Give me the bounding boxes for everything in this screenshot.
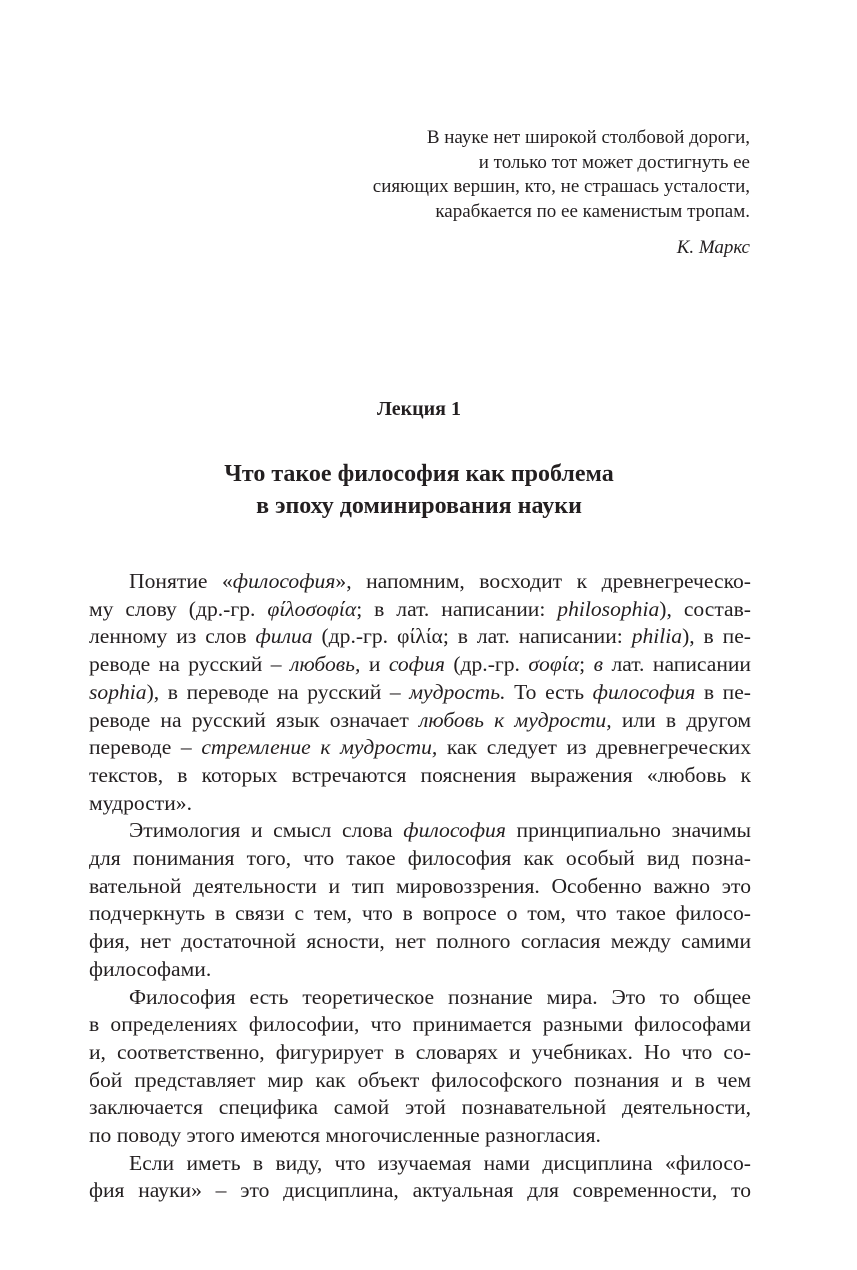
italic-term: philia — [631, 624, 683, 649]
text-line — [89, 762, 751, 790]
italic-term: мудрость. — [409, 679, 506, 704]
paragraph — [89, 984, 751, 1150]
text-line — [89, 707, 751, 735]
italic-term: философия — [403, 818, 506, 843]
text-segment: бой представляет мир как объект философского познания и в чем — [89, 1067, 751, 1092]
text-line — [89, 790, 751, 818]
text-segment: философами. — [89, 956, 212, 981]
text-segment: реводе на русский – — [89, 652, 291, 677]
epigraph — [373, 126, 750, 261]
italic-term: философия — [232, 569, 336, 593]
text-segment: ; — [579, 652, 594, 677]
text-line — [89, 1011, 751, 1039]
text-segment: и, соответственно, фигурирует в словарях и учебниках. Но что со- — [89, 1039, 751, 1064]
text-line — [89, 928, 751, 956]
lecture-label: Лекция 1 — [376, 398, 462, 420]
text-segment: в пе- — [695, 679, 751, 704]
text-segment: Этимология и смысл слова — [129, 818, 404, 843]
text-line — [89, 1039, 751, 1067]
text-segment: реводе на русский язык означает — [89, 707, 419, 732]
text-segment: То есть — [505, 679, 593, 704]
italic-term: любовь, — [290, 652, 361, 677]
text-line — [89, 900, 751, 928]
text-segment: или в другом — [611, 707, 751, 732]
text-line — [89, 1067, 751, 1095]
text-segment: (др.-гр. — [444, 652, 529, 677]
italic-term: философия — [592, 679, 696, 704]
italic-term: любовь к мудрости, — [418, 707, 612, 732]
epigraph-line: и только тот может достигнуть ее — [478, 151, 750, 173]
text-line — [89, 817, 751, 845]
italic-term: φίλοσοφία — [267, 596, 357, 621]
text-line — [89, 596, 751, 624]
italic-term: philosophia — [557, 596, 660, 621]
text-line — [89, 845, 751, 873]
text-segment: мудрости». — [89, 790, 192, 815]
text-segment: как следует из древнегреческих — [437, 735, 751, 760]
text-line — [89, 1122, 751, 1150]
text-line — [89, 1177, 751, 1205]
text-segment: принципиально значимы — [505, 818, 751, 843]
text-segment: ленному из слов — [89, 624, 256, 649]
paragraph — [89, 1150, 751, 1205]
epigraph-line: сияющих вершин, кто, не страшась усталости, — [372, 176, 750, 197]
text-line — [89, 651, 751, 679]
epigraph-line: В науке нет широкой столбовой дороги, — [426, 127, 750, 148]
italic-term: софия — [388, 652, 445, 677]
body-text — [89, 568, 751, 1205]
italic-term: стремление к мудрости, — [201, 735, 438, 760]
text-segment: Если иметь в виду, что изучаемая нами дисциплина «филосо- — [129, 1150, 751, 1175]
epigraph-author: К. Маркс — [676, 237, 750, 258]
text-line — [89, 984, 751, 1012]
text-line — [89, 734, 751, 762]
text-segment: подчеркнуть в связи с тем, что в вопросе о том, что такое филосо- — [89, 901, 751, 926]
text-line — [89, 679, 751, 707]
text-segment: вательной деятельности и тип мировоззрения. Особенно важно это — [89, 873, 751, 898]
lecture-title-line: Что такое философия как проблема — [224, 461, 614, 487]
text-segment: », напомним, восходит к древнегреческо- — [335, 569, 751, 593]
text-line — [89, 873, 751, 901]
text-segment: (др.-гр. φίλία; в лат. написании: — [312, 624, 632, 649]
text-segment: му слову (др.-гр. — [89, 596, 268, 621]
text-segment: текстов, в которых встречаются пояснения выражения «любовь к — [89, 762, 751, 787]
lecture-title-line: в эпоху доминирования науки — [256, 493, 582, 519]
text-segment: заключается специфика самой этой познавательной деятельности, — [89, 1095, 751, 1120]
text-segment: лат. написании — [602, 652, 751, 677]
text-segment: и — [360, 652, 389, 677]
text-line — [89, 1094, 751, 1122]
lecture-title — [0, 458, 838, 522]
text-segment: ), состав- — [659, 596, 751, 621]
italic-term: в — [593, 652, 603, 677]
text-segment: Понятие « — [129, 569, 233, 593]
text-segment: фия науки» – это дисциплина, актуальная для современности, то — [89, 1178, 751, 1203]
text-segment: Философия есть теоретическое познание мира. Это то общее — [129, 984, 751, 1009]
text-segment: ), в пе- — [682, 624, 751, 649]
text-line — [89, 1150, 751, 1178]
paragraph — [89, 817, 751, 983]
text-line — [89, 568, 751, 596]
text-segment: фия, нет достаточной ясности, нет полного согласия между самими — [89, 929, 751, 954]
text-line — [89, 956, 751, 984]
text-segment: ; в лат. написании: — [356, 596, 558, 621]
epigraph-quote — [373, 126, 750, 224]
paragraph — [89, 568, 751, 817]
italic-term: sophia — [89, 679, 147, 704]
text-segment: ), в переводе на русский – — [146, 679, 410, 704]
text-line — [89, 623, 751, 651]
italic-term: σοφία — [528, 652, 580, 677]
text-segment: по поводу этого имеются многочисленные разногласия. — [89, 1123, 601, 1148]
text-segment: для понимания того, что такое философия как особый вид позна- — [89, 846, 751, 871]
italic-term: филиа — [255, 624, 313, 649]
text-segment: в определениях философии, что принимается разными философами — [89, 1012, 751, 1037]
text-segment: переводе – — [89, 735, 202, 760]
epigraph-line: карабкается по ее каменистым тропам. — [435, 200, 750, 222]
